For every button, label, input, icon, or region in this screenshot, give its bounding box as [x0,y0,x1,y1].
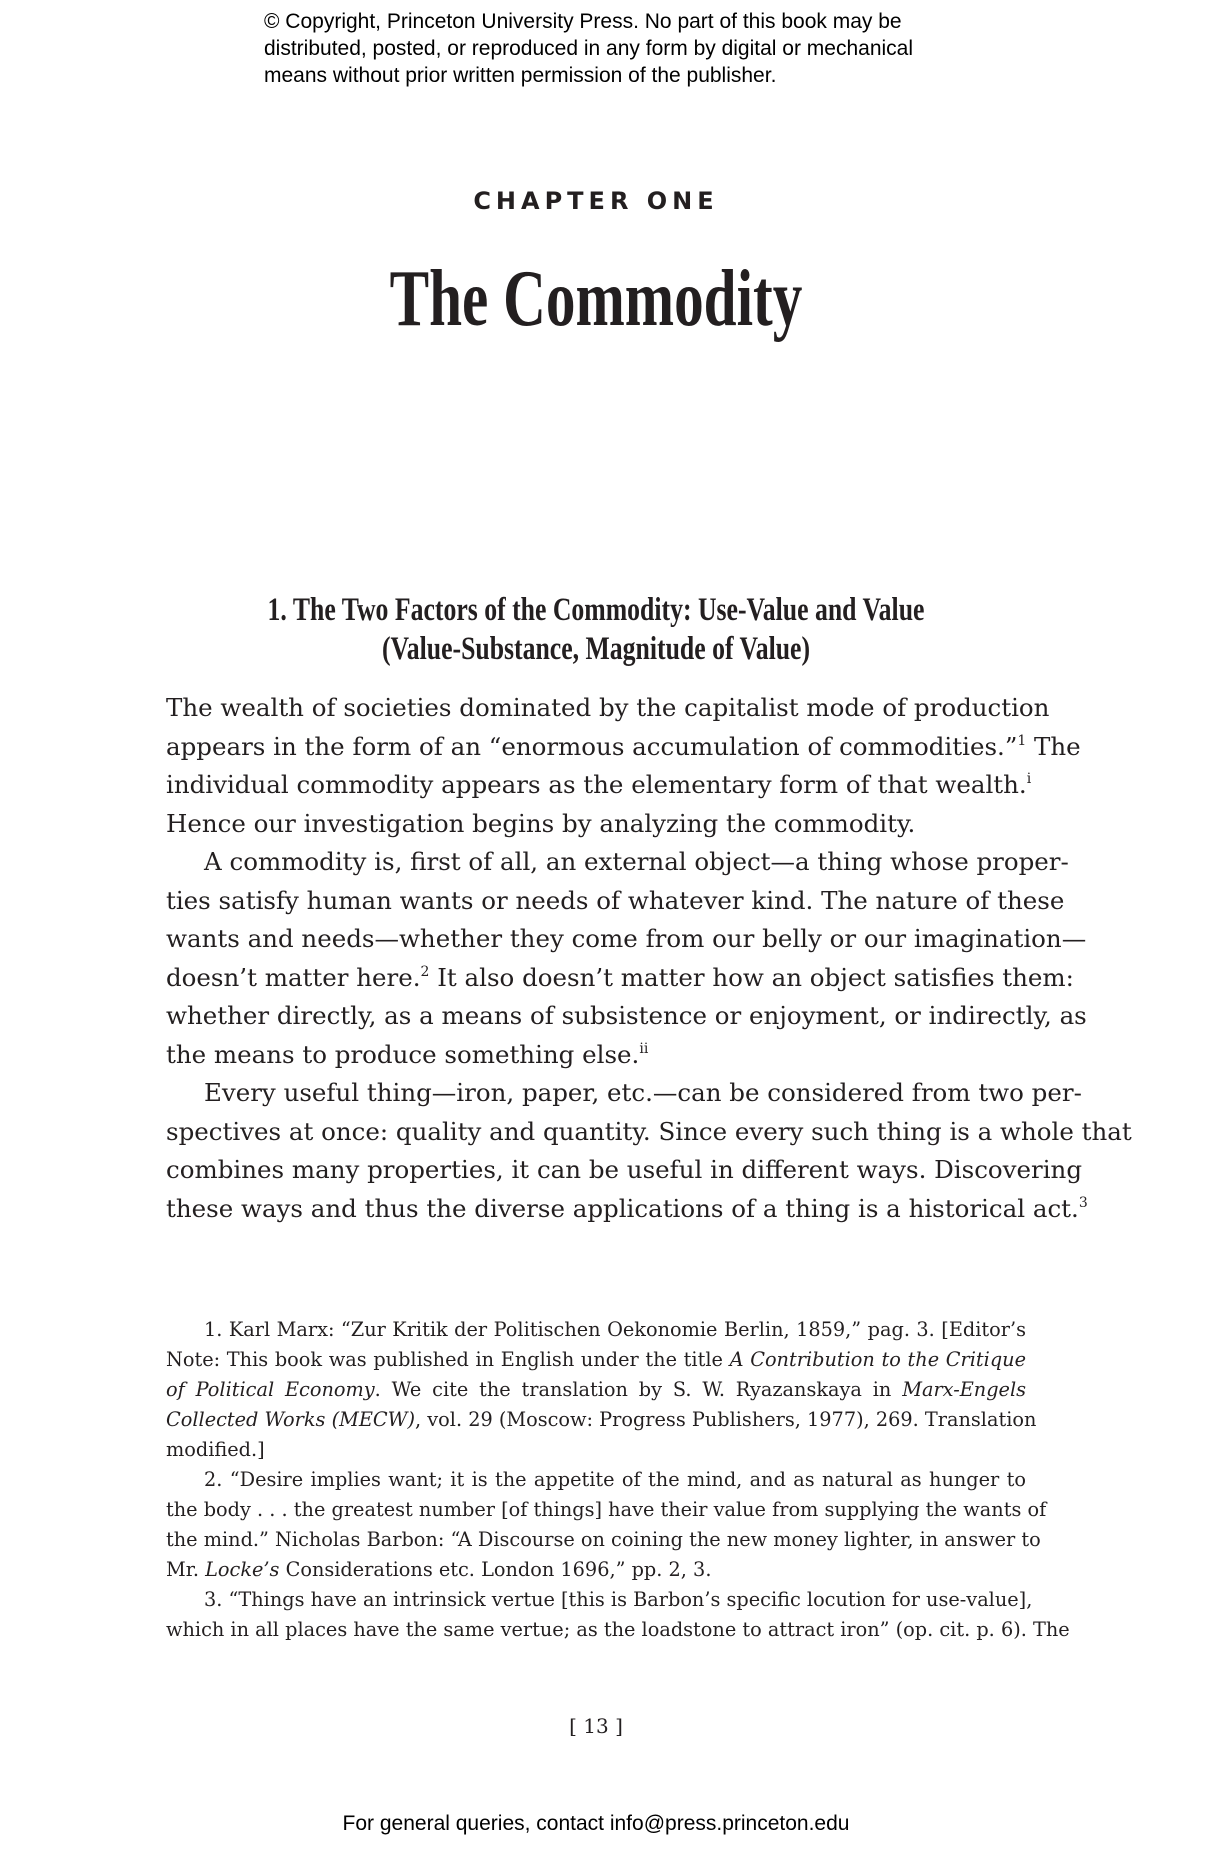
copyright-line: means without prior written permission of the publisher. [264,64,777,87]
footnote-ref: 3 [1078,1194,1088,1211]
body-line: these ways and thus the diverse applications of a thing is a historical act.$^3$ [166,1193,1088,1223]
page-number: [ 13 ] [569,1714,623,1738]
body-line: Hence our investigation begins by analyzing the commodity. [166,808,916,838]
footnote-ref: 1 [1017,732,1027,749]
footnote-line: 2. “Desire implies want; it is the appetite of the mind, and as natural as hunger to [204,1468,1026,1491]
footnote-line: 1. Karl Marx: “Zur Kritik der Politischen Oekonomie Berlin, 1859,” pag. 3. [Editor’s [204,1318,1026,1341]
chapter-title: The Commodity [389,255,803,343]
section-heading [0,591,1192,669]
footnote-line: which in all places have the same vertue; as the loadstone to attract iron” (op. cit. p. 6). The [166,1618,1070,1641]
footnote-line: 3. “Things have an intrinsick vertue [this is Barbon’s specific locution for use-value], [204,1588,1033,1611]
body-line: doesn’t matter here.$^2$ It also doesn’t matter how an object satisfies them: [166,962,1074,992]
body-text [166,689,1132,1228]
body-line: combines many properties, it can be useful in different ways. Discovering [166,1155,1083,1184]
footnote-line: Note: This book was published in English under the title A Contribution to the Critique [166,1348,1026,1371]
footnotes [166,1315,1070,1645]
section-heading-line: 1. The Two Factors of the Commodity: Use-Value and Value [267,592,925,628]
copyright-line: © Copyright, Princeton University Press. No part of this book may be [264,10,902,33]
body-line: Every useful thing—iron, paper, etc.—can be considered from two per- [204,1078,1082,1107]
footnote-line: modified.] [166,1438,265,1461]
section-heading-line: (Value-Substance, Magnitude of Value) [381,631,811,667]
body-line: the means to produce something else.$^{ii}$ [166,1039,649,1069]
editor-note-ref: i [1026,771,1032,787]
footnote-line: the body . . . the greatest number [of things] have their value from supplying the wants of [166,1498,1047,1521]
contact-notice: For general queries, contact info@press.princeton.edu [342,1812,850,1835]
copyright-notice [264,8,984,89]
body-line: individual commodity appears as the elementary form of that wealth.$^i$ [166,770,1032,799]
footnote-ref: 2 [420,963,430,980]
body-line: wants and needs—whether they come from our belly or our imagination— [166,924,1087,953]
body-line: The wealth of societies dominated by the capitalist mode of production [166,693,1050,722]
copyright-line: distributed, posted, or reproduced in any form by digital or mechanical [264,37,914,60]
body-line: spectives at once: quality and quantity. Since every such thing is a whole that [166,1116,1132,1146]
editor-note-ref: ii [639,1040,649,1057]
footnote-line: Collected Works (MECW), vol. 29 (Moscow: Progress Publishers, 1977), 269. Translation [166,1408,1037,1431]
body-line: whether directly, as a means of subsistence or enjoyment, or indirectly, as [166,1001,1087,1030]
footnote-line: Mr. Locke’s Considerations etc. London 1696,” pp. 2, 3. [166,1558,712,1581]
body-line: appears in the form of an “enormous accumulation of commodities.”$^1$ The [166,731,1081,761]
chapter-label: CHAPTER ONE [473,187,719,215]
body-line: ties satisfy human wants or needs of whatever kind. The nature of these [166,885,1065,915]
footnote-line: of Political Economy. We cite the translation by S. W. Ryazanskaya in Marx-Engels [166,1378,1027,1401]
footnote-line: the mind.” Nicholas Barbon: “A Discourse on coining the new money lighter, in answer to [166,1528,1041,1551]
body-line: A commodity is, first of all, an external object—a thing whose proper- [204,847,1069,876]
